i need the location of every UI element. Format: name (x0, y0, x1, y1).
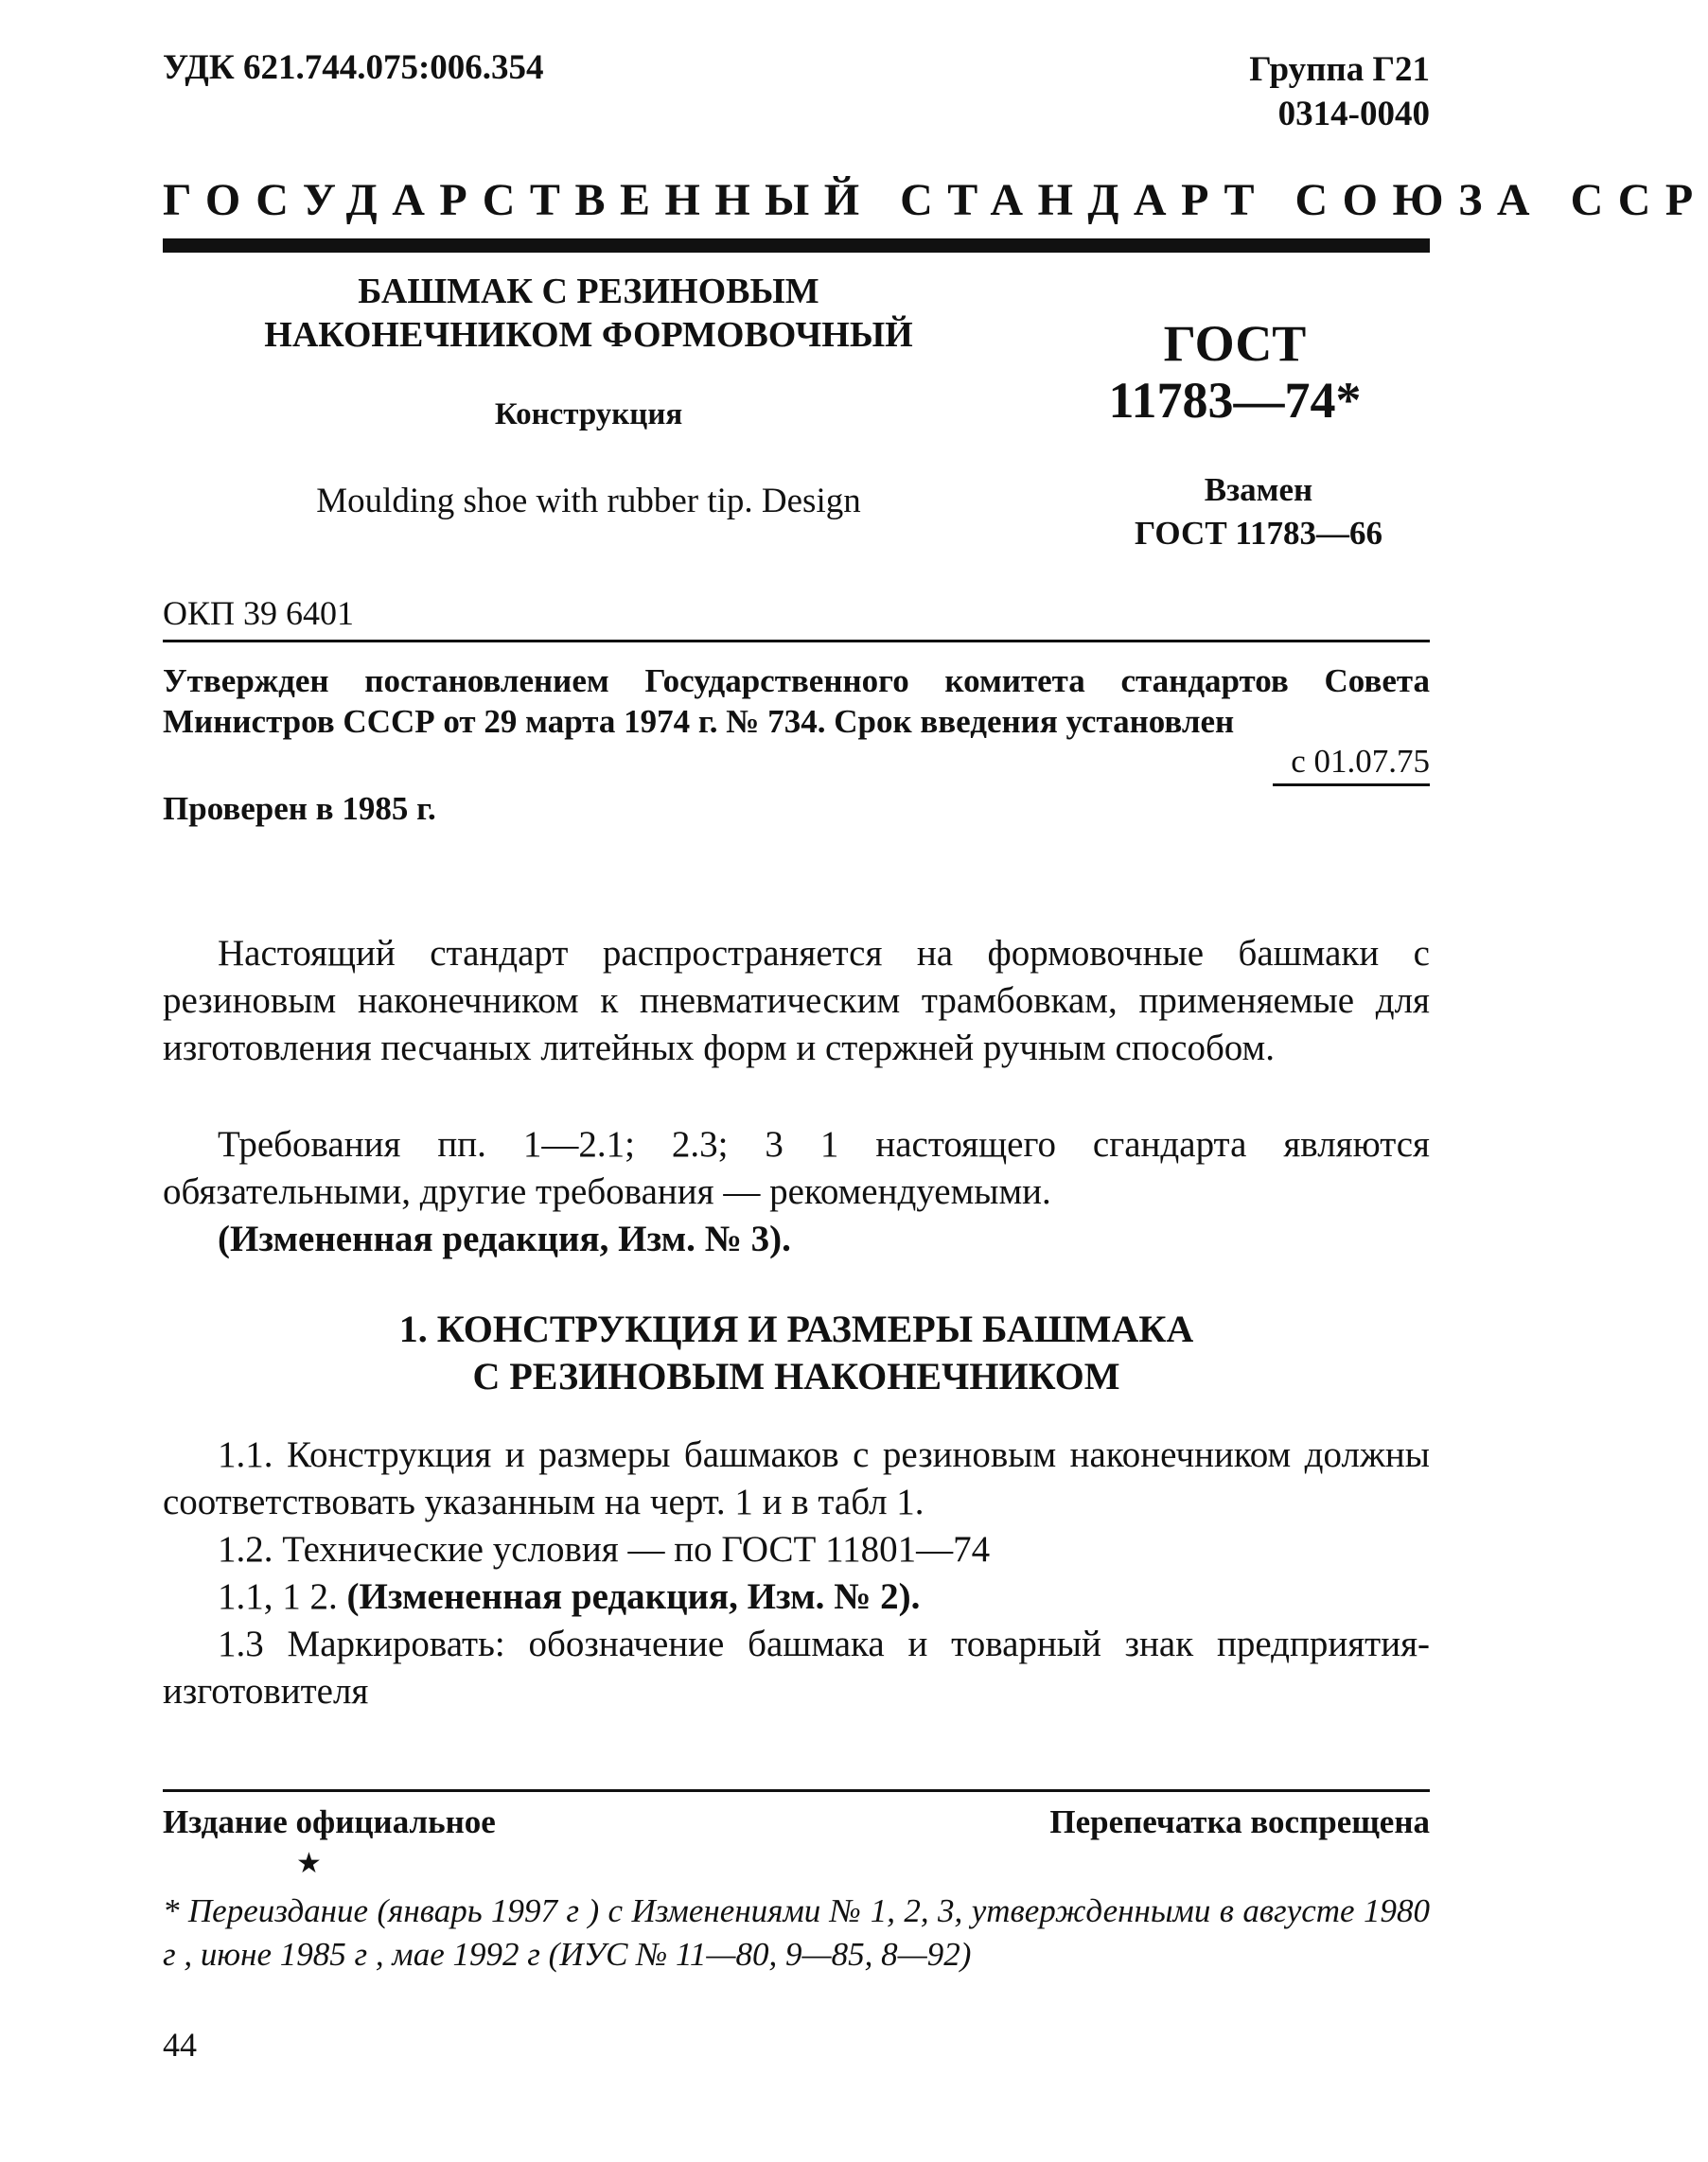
title-line-1: БАШМАК С РЕЗИНОВЫМ (358, 272, 819, 311)
reprint-prohibited: Перепечатка воспрещена (1049, 1803, 1430, 1840)
footer-rule (163, 1789, 1430, 1792)
group-line-1: Группа Г21 (1249, 50, 1430, 89)
heading-rule (163, 238, 1430, 253)
checked-note: Проверен в 1985 г. (163, 790, 436, 827)
gost-label: ГОСТ (1163, 315, 1307, 372)
okp-rule (163, 640, 1430, 642)
gost-designation (1069, 315, 1400, 429)
document-title (163, 270, 1014, 357)
replaces-number: ГОСТ 11783—66 (1135, 515, 1382, 552)
revision-note-3 (163, 1216, 1430, 1263)
page-number: 44 (163, 2026, 197, 2064)
item-change-prefix: 1.1, 1 2. (218, 1576, 338, 1617)
item-1-1: 1.1. Конструкция и размеры башмаков с резиновым наконечником должны соответствовать указанным на черт. 1 и в табл 1. (163, 1434, 1430, 1522)
date-rule (1273, 783, 1430, 786)
requirements-text: Требования пп. 1—2.1; 2.3; 3 1 настоящего сгандарта являются обязательными, другие требования — рекомендуемыми. (163, 1124, 1430, 1212)
item-change-note (163, 1573, 1430, 1621)
section-1-title-line-1: 1. КОНСТРУКЦИЯ И РАЗМЕРЫ БАШМАКА (398, 1308, 1194, 1350)
group-line-2: 0314-0040 (1277, 95, 1430, 133)
scope-paragraph (163, 930, 1430, 1072)
item-1-3: 1.3 Маркировать: обозначение башмака и товарный знак предприятия-изготовителя (163, 1624, 1430, 1712)
item-1-2: 1.2. Технические условия — по ГОСТ 11801—74 (218, 1529, 991, 1570)
gost-number: 11783—74* (1108, 372, 1362, 429)
revision-note-3-text: (Измененная редакция, Изм. № 3). (218, 1219, 791, 1259)
approval-text: Утвержден постановлением Государственного комитета стандартов Совета Министров СССР от 29 марта 1974 г. № 734. Срок введения установлен (163, 662, 1430, 740)
replaces-block (1102, 468, 1415, 555)
okp-code: ОКП 39 6401 (163, 594, 355, 632)
udk-code: УДК 621.744.075:006.354 (163, 48, 544, 87)
english-title: Mouldіng shoe wіth rubber tіp. Desіgn (316, 482, 861, 520)
item-change-bold: (Измененная редакция, Изм. № 2). (346, 1576, 921, 1617)
scope-text: Настоящий стандарт распространяется на формовочные башмаки с резиновым наконечником к пневматическим трамбовкам, применяемые для изготовления песчаных литейных форм и стержней ручным способом. (163, 933, 1430, 1068)
title-line-2: НАКОНЕЧНИКОМ ФОРМОВОЧНЫЙ (264, 315, 913, 355)
star-icon: ★ (296, 1848, 322, 1879)
state-standard-heading: ГОСУДАРСТВЕННЫЙ СТАНДАРТ СОЮЗА ССР (163, 175, 1708, 225)
section-1-heading (163, 1306, 1430, 1400)
group-code (1249, 47, 1430, 136)
official-edition: Издание официальное (163, 1803, 496, 1840)
reissue-footnote: * Переиздание (январь 1997 г ) с Изменениями № 1, 2, 3, утвержденными в августе 1980 г , июне 1985 г , мае 1992 г (ИУС № 11—80, 9—85, 8—92) (163, 1892, 1430, 1973)
section-1-items (163, 1432, 1430, 1715)
requirements-paragraph (163, 1121, 1430, 1216)
replaces-label: Взамен (1204, 471, 1313, 508)
document-subtitle: Конструкция (494, 397, 683, 431)
section-1-title-line-2: С РЕЗИНОВЫМ НАКОНЕЧНИКОМ (472, 1355, 1120, 1397)
effective-date: с 01.07.75 (1291, 743, 1430, 780)
